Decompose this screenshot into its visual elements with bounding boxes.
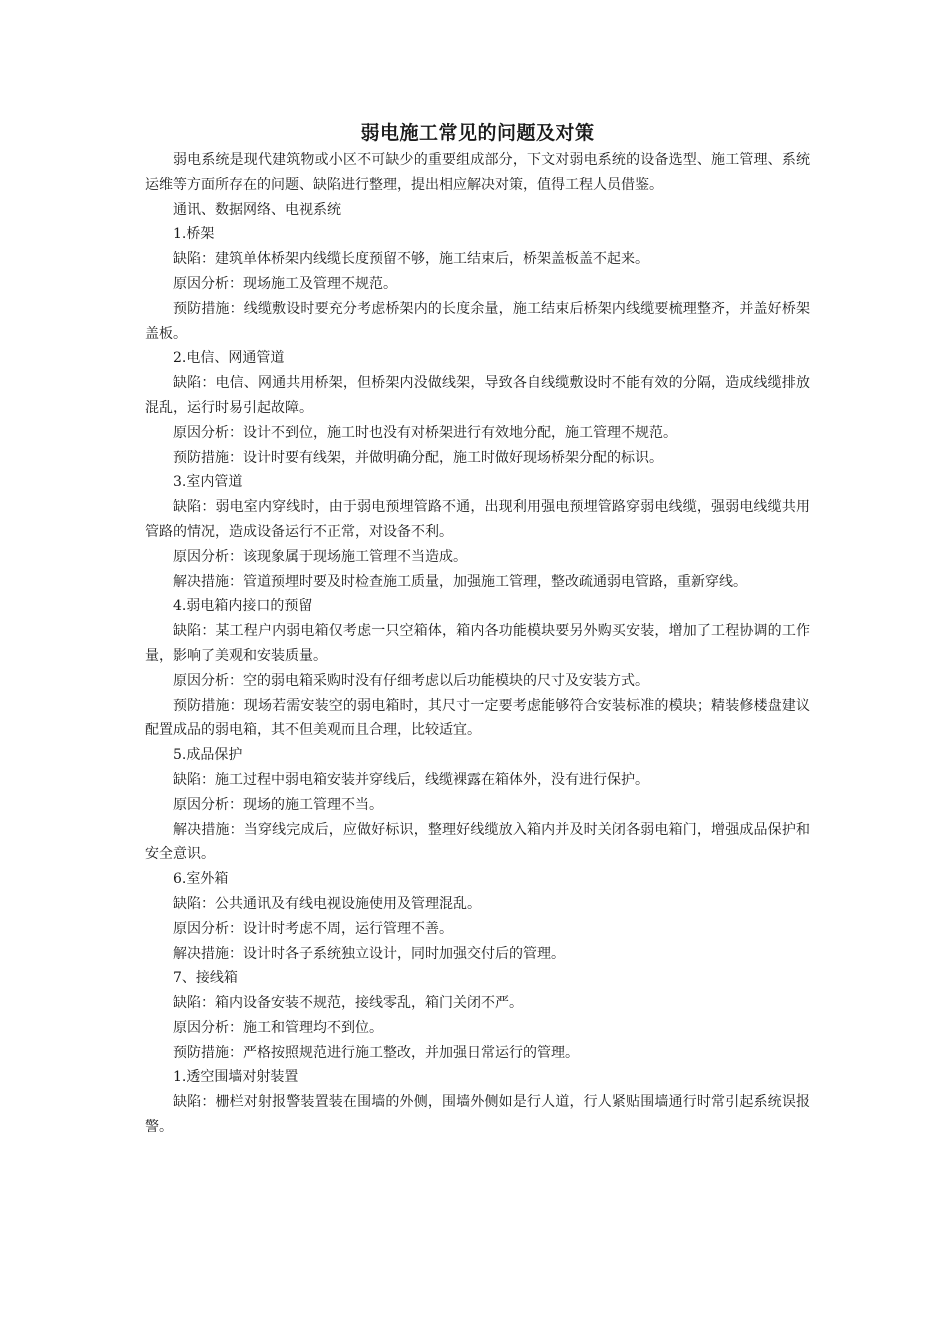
paragraph: 原因分析：空的弱电箱采购时没有仔细考虑以后功能模块的尺寸及安装方式。: [173, 672, 649, 689]
paragraph: 解决措施：当穿线完成后，应做好标识，整理好线缆放入箱内并及时关闭各弱电箱门，增强成品保护和安全意识。: [145, 821, 810, 863]
paragraph: 2.电信、网通管道: [173, 350, 285, 367]
paragraph: 原因分析：现场的施工管理不当。: [173, 796, 383, 813]
paragraph: 6.室外箱: [173, 871, 229, 888]
paragraph: 缺陷：箱内设备安装不规范，接线零乱，箱门关闭不严。: [173, 995, 523, 1012]
paragraph: 原因分析：设计不到位，施工时也没有对桥架进行有效地分配，施工管理不规范。: [173, 424, 677, 441]
paragraph: 预防措施：严格按照规范进行施工整改，并加强日常运行的管理。: [173, 1044, 579, 1061]
paragraph: 原因分析：该现象属于现场施工管理不当造成。: [173, 548, 467, 565]
paragraph: 4.弱电箱内接口的预留: [173, 598, 313, 615]
paragraph: 预防措施：设计时要有线架，并做明确分配，施工时做好现场桥架分配的标识。: [173, 449, 663, 466]
paragraph: 弱电系统是现代建筑物或小区不可缺少的重要组成部分，下文对弱电系统的设备选型、施工管理、系统运维等方面所存在的问题、缺陷进行整理，提出相应解决对策，值得工程人员借鉴。: [145, 152, 810, 193]
paragraph: 缺陷：施工过程中弱电箱安装并穿线后，线缆裸露在箱体外，没有进行保护。: [173, 771, 649, 788]
paragraph: 缺陷：某工程户内弱电箱仅考虑一只空箱体，箱内各功能模块要另外购买安装，增加了工程协调的工作量，影响了美观和安装质量。: [145, 623, 810, 664]
paragraph: 预防措施：线缆敷设时要充分考虑桥架内的长度余量，施工结束后桥架内线缆要梳理整齐，并盖好桥架盖板。: [145, 300, 810, 342]
paragraph: 缺陷：建筑单体桥架内线缆长度预留不够，施工结束后，桥架盖板盖不起来。: [173, 251, 649, 268]
document-page: [145, 118, 810, 1140]
paragraph: 预防措施：现场若需安装空的弱电箱时，其尺寸一定要考虑能够符合安装标准的模块；精装修楼盘建议配置成品的弱电箱，其不但美观而且合理，比较适宜。: [145, 697, 810, 739]
paragraph: 解决措施：管道预埋时要及时检查施工质量，加强施工管理，整改疏通弱电管路，重新穿线。: [173, 573, 747, 590]
document-title: 弱电施工常见的问题及对策: [360, 122, 595, 144]
document-body: [145, 148, 810, 1140]
paragraph: 1.透空围墙对射装置: [173, 1069, 299, 1086]
paragraph: 缺陷：弱电室内穿线时，由于弱电预埋管路不通，出现利用强电预埋管路穿弱电线缆，强弱电线缆共用管路的情况，造成设备运行不正常，对设备不利。: [145, 499, 810, 540]
paragraph: 缺陷：公共通讯及有线电视设施使用及管理混乱。: [173, 895, 481, 912]
paragraph: 解决措施：设计时各子系统独立设计，同时加强交付后的管理。: [173, 945, 565, 962]
paragraph: 原因分析：设计时考虑不周，运行管理不善。: [173, 920, 453, 937]
paragraph: 3.室内管道: [173, 474, 243, 491]
paragraph: 7、接线箱: [173, 970, 238, 987]
paragraph: 原因分析：现场施工及管理不规范。: [173, 275, 397, 292]
paragraph: 通讯、数据网络、电视系统: [173, 201, 341, 218]
paragraph: 5.成品保护: [173, 747, 243, 764]
paragraph: 1.桥架: [173, 226, 215, 243]
paragraph: 缺陷：栅栏对射报警装置装在围墙的外侧，围墙外侧如是行人道，行人紧贴围墙通行时常引起系统误报警。: [145, 1094, 810, 1136]
paragraph: 缺陷：电信、网通共用桥架，但桥架内没做线架，导致各自线缆敷设时不能有效的分隔，造成线缆排放混乱，运行时易引起故障。: [145, 375, 810, 416]
paragraph: 原因分析：施工和管理均不到位。: [173, 1019, 383, 1036]
